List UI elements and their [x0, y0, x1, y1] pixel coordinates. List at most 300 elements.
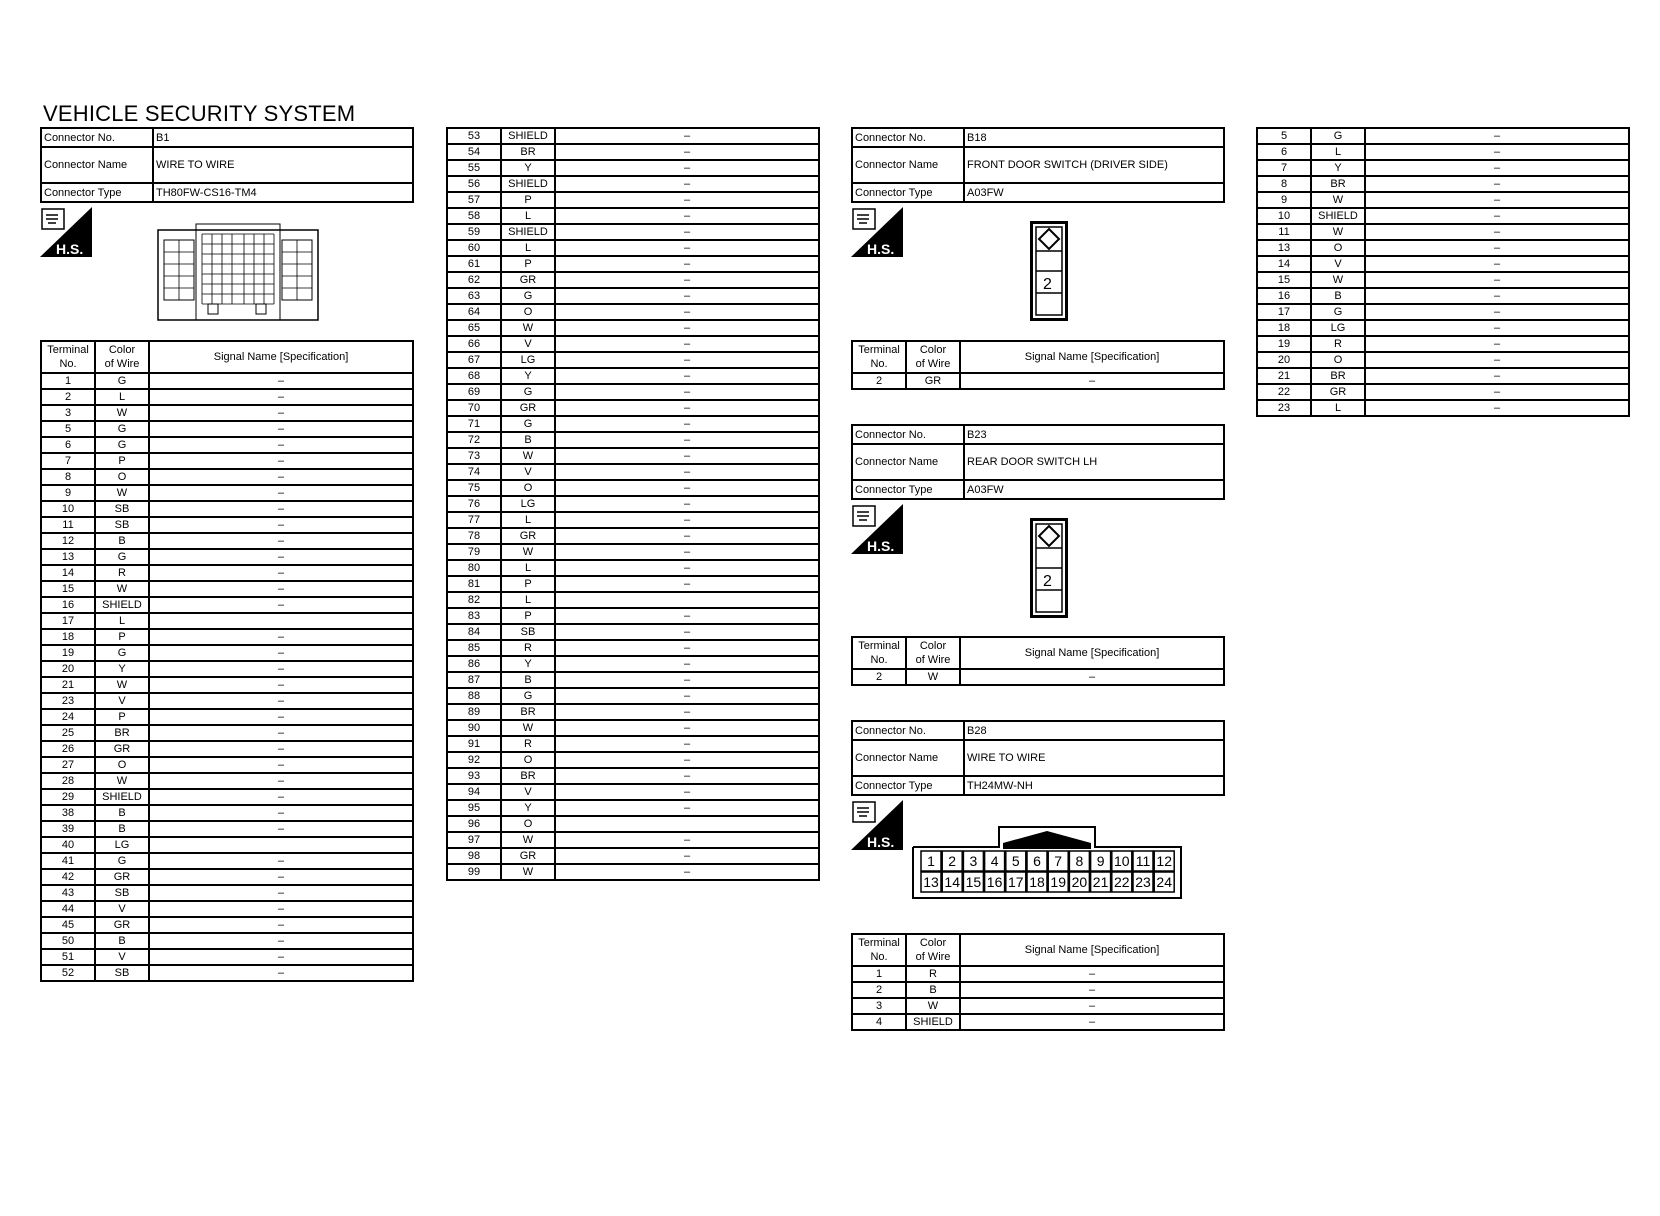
signal-name-cell: – [149, 949, 413, 965]
wire-color-cell: P [501, 608, 555, 624]
wire-color-cell: O [1311, 240, 1365, 256]
wire-color-cell: G [95, 421, 149, 437]
wire-color-cell: GR [1311, 384, 1365, 400]
terminal-no-cell: 98 [447, 848, 501, 864]
signal-name-cell [149, 837, 413, 853]
pin-label: 2 [1043, 573, 1052, 590]
b28-pin-grid [921, 851, 1174, 892]
wire-color-cell: SHIELD [501, 128, 555, 144]
terminal-no-cell: 67 [447, 352, 501, 368]
b28-info-table [851, 720, 1225, 796]
table-row [41, 645, 413, 661]
table-row [41, 517, 413, 533]
table-row [447, 224, 819, 240]
signal-name-cell: – [555, 256, 819, 272]
terminal-no-cell: 14 [1257, 256, 1311, 272]
signal-name-cell: – [555, 144, 819, 160]
table-row [1257, 256, 1629, 272]
signal-name-cell: – [1365, 352, 1629, 368]
wire-color-cell: GR [501, 848, 555, 864]
terminal-no-cell: 20 [1257, 352, 1311, 368]
terminal-no-cell: 60 [447, 240, 501, 256]
terminal-no-cell: 2 [852, 373, 906, 389]
signal-name-cell: – [555, 624, 819, 640]
wire-color-cell: W [501, 448, 555, 464]
signal-name-cell [555, 592, 819, 608]
signal-name-cell: – [960, 982, 1224, 998]
wire-color-cell: LG [1311, 320, 1365, 336]
signal-name-cell: – [149, 517, 413, 533]
connector-no-value: B18 [964, 128, 1224, 147]
terminal-no-cell: 99 [447, 864, 501, 880]
connector-name-value: REAR DOOR SWITCH LH [964, 444, 1224, 480]
wire-color-cell: O [501, 304, 555, 320]
signal-name-cell: – [149, 901, 413, 917]
terminal-no-cell: 18 [41, 629, 95, 645]
wire-color-cell: W [501, 320, 555, 336]
signal-name-cell: – [555, 512, 819, 528]
signal-name-cell: – [149, 373, 413, 389]
wire-color-cell: B [906, 982, 960, 998]
pin-number: 23 [1135, 874, 1151, 890]
table-row [41, 581, 413, 597]
wire-color-cell: R [1311, 336, 1365, 352]
terminal-no-cell: 25 [41, 725, 95, 741]
connector-name-value: WIRE TO WIRE [964, 740, 1224, 776]
table-row [1257, 400, 1629, 416]
wire-color-cell: L [501, 560, 555, 576]
b18-info-table [851, 127, 1225, 203]
signal-name-cell: – [555, 688, 819, 704]
table-row [41, 869, 413, 885]
signal-name-cell: – [1365, 192, 1629, 208]
table-row [41, 565, 413, 581]
wire-color-cell: W [501, 720, 555, 736]
terminal-no-cell: 72 [447, 432, 501, 448]
terminal-no-cell: 74 [447, 464, 501, 480]
signal-name-cell: – [1365, 272, 1629, 288]
table-row [447, 816, 819, 832]
table-row [447, 800, 819, 816]
table-row [1257, 128, 1629, 144]
terminal-no-cell: 61 [447, 256, 501, 272]
table-row [41, 629, 413, 645]
wire-color-header: Color of Wire [906, 341, 960, 373]
signal-name-cell: – [555, 384, 819, 400]
wire-color-cell: SB [501, 624, 555, 640]
terminal-no-cell: 38 [41, 805, 95, 821]
terminal-no-cell: 66 [447, 336, 501, 352]
table-row [41, 437, 413, 453]
pin-number: 5 [1011, 853, 1020, 869]
terminal-no-cell: 70 [447, 400, 501, 416]
hs-label: H.S. [56, 241, 84, 257]
signal-name-cell: – [149, 933, 413, 949]
wire-color-cell: GR [501, 528, 555, 544]
signal-name-cell: – [1365, 336, 1629, 352]
terminal-no-cell: 87 [447, 672, 501, 688]
wire-color-cell: Y [501, 160, 555, 176]
signal-name-cell: – [555, 768, 819, 784]
terminal-no-cell: 3 [852, 998, 906, 1014]
hs-label: H.S. [867, 538, 895, 554]
signal-name-cell: – [555, 160, 819, 176]
harness-side-icon [851, 207, 901, 257]
terminal-no-cell: 23 [41, 693, 95, 709]
wire-color-cell: SHIELD [1311, 208, 1365, 224]
signal-name-cell: – [1365, 384, 1629, 400]
wire-color-cell: W [906, 998, 960, 1014]
pin-number: 21 [1092, 874, 1109, 890]
terminal-no-cell: 7 [1257, 160, 1311, 176]
terminal-no-cell: 50 [41, 933, 95, 949]
terminal-no-cell: 90 [447, 720, 501, 736]
table-row [447, 512, 819, 528]
terminal-no-cell: 29 [41, 789, 95, 805]
b1-section [40, 127, 414, 203]
wire-color-cell: V [95, 693, 149, 709]
b18-terminal-rows [852, 373, 1224, 389]
terminal-no-cell: 22 [1257, 384, 1311, 400]
wire-color-cell: B [95, 821, 149, 837]
terminal-no-cell: 79 [447, 544, 501, 560]
table-row [447, 176, 819, 192]
pin-number: 9 [1096, 853, 1105, 869]
connector-name-label: Connector Name [852, 444, 964, 480]
connector-no-value: B23 [964, 425, 1224, 444]
signal-name-header: Signal Name [Specification] [960, 637, 1224, 669]
wire-color-header: Color of Wire [906, 637, 960, 669]
terminal-no-cell: 16 [1257, 288, 1311, 304]
pin-number: 14 [944, 874, 960, 890]
table-row [41, 789, 413, 805]
wire-color-cell: B [501, 432, 555, 448]
terminal-no-cell: 23 [1257, 400, 1311, 416]
signal-name-cell: – [149, 469, 413, 485]
table-row [447, 528, 819, 544]
terminal-no-cell: 8 [1257, 176, 1311, 192]
signal-name-cell: – [149, 677, 413, 693]
signal-name-cell: – [149, 421, 413, 437]
wire-color-cell: B [95, 533, 149, 549]
signal-name-cell: – [555, 400, 819, 416]
terminal-no-cell: 68 [447, 368, 501, 384]
wire-color-cell: BR [501, 768, 555, 784]
terminal-no-cell: 13 [41, 549, 95, 565]
table-row [41, 549, 413, 565]
wire-color-cell: R [906, 966, 960, 982]
table-row [1257, 160, 1629, 176]
wire-color-cell: G [95, 645, 149, 661]
wire-color-cell: G [501, 288, 555, 304]
table-row [447, 752, 819, 768]
signal-name-cell: – [149, 757, 413, 773]
wire-color-cell: O [501, 816, 555, 832]
table-row [447, 128, 819, 144]
b28-terminal-section-2 [1256, 127, 1630, 417]
terminal-no-cell: 84 [447, 624, 501, 640]
terminal-no-cell: 1 [852, 966, 906, 982]
pin-number: 3 [969, 853, 978, 869]
table-row [447, 352, 819, 368]
table-row [447, 544, 819, 560]
connector-type-label: Connector Type [852, 480, 964, 499]
terminal-no-cell: 69 [447, 384, 501, 400]
table-row [447, 608, 819, 624]
terminal-no-cell: 1 [41, 373, 95, 389]
terminal-no-cell: 44 [41, 901, 95, 917]
terminal-no-cell: 59 [447, 224, 501, 240]
signal-name-cell: – [149, 773, 413, 789]
b1-info-table [40, 127, 414, 203]
terminal-no-cell: 52 [41, 965, 95, 981]
wire-color-cell: B [95, 805, 149, 821]
signal-name-cell: – [1365, 224, 1629, 240]
terminal-no-cell: 28 [41, 773, 95, 789]
signal-name-cell: – [149, 389, 413, 405]
wire-color-cell: B [1311, 288, 1365, 304]
table-row [447, 368, 819, 384]
hs-label: H.S. [867, 241, 895, 257]
terminal-no-cell: 41 [41, 853, 95, 869]
wire-color-cell: P [501, 192, 555, 208]
b18-terminal-section [851, 340, 1225, 390]
table-row [1257, 368, 1629, 384]
signal-name-cell: – [555, 560, 819, 576]
table-row [447, 144, 819, 160]
wire-color-cell: BR [1311, 368, 1365, 384]
table-row [41, 533, 413, 549]
table-row [41, 405, 413, 421]
b1-connector-diagram [156, 222, 320, 327]
wire-color-cell: SHIELD [501, 224, 555, 240]
wire-color-cell: BR [501, 144, 555, 160]
signal-name-cell: – [149, 661, 413, 677]
table-row [1257, 384, 1629, 400]
table-row [447, 464, 819, 480]
terminal-no-cell: 71 [447, 416, 501, 432]
wire-color-cell: W [95, 581, 149, 597]
signal-name-cell: – [1365, 240, 1629, 256]
terminal-no-cell: 21 [41, 677, 95, 693]
signal-name-cell: – [555, 528, 819, 544]
pin-number: 4 [990, 853, 999, 869]
signal-name-cell [149, 613, 413, 629]
terminal-no-cell: 15 [41, 581, 95, 597]
b1-terminal-section-2 [446, 127, 820, 881]
wire-color-cell: R [95, 565, 149, 581]
signal-name-cell: – [555, 848, 819, 864]
signal-name-cell: – [149, 565, 413, 581]
wire-color-cell: P [501, 256, 555, 272]
table-row [447, 480, 819, 496]
b23-section [851, 424, 1225, 500]
table-row [447, 672, 819, 688]
signal-name-header: Signal Name [Specification] [960, 934, 1224, 966]
table-row [41, 709, 413, 725]
b1-terminal-rows-continued [447, 128, 819, 880]
signal-name-cell: – [149, 709, 413, 725]
terminal-no-cell: 8 [41, 469, 95, 485]
wire-color-cell: SB [95, 965, 149, 981]
wire-color-cell: BR [1311, 176, 1365, 192]
table-row [447, 256, 819, 272]
table-row [41, 885, 413, 901]
table-row [447, 784, 819, 800]
b28-section [851, 720, 1225, 796]
connector-type-label: Connector Type [852, 776, 964, 795]
wire-color-cell: V [501, 784, 555, 800]
signal-name-cell: – [555, 864, 819, 880]
wire-color-cell: G [1311, 304, 1365, 320]
wire-color-cell: GR [501, 272, 555, 288]
wire-color-cell: G [1311, 128, 1365, 144]
wire-color-cell: O [501, 480, 555, 496]
terminal-no-cell: 89 [447, 704, 501, 720]
signal-name-cell: – [555, 368, 819, 384]
wire-color-cell: L [501, 512, 555, 528]
terminal-no-cell: 6 [1257, 144, 1311, 160]
harness-side-icon [851, 800, 901, 850]
b28-terminal-table-continued [1256, 127, 1630, 417]
terminal-no-cell: 65 [447, 320, 501, 336]
terminal-no-header: Terminal No. [852, 934, 906, 966]
terminal-no-cell: 39 [41, 821, 95, 837]
terminal-no-cell: 11 [1257, 224, 1311, 240]
wire-color-cell: GR [95, 869, 149, 885]
connector-type-label: Connector Type [41, 183, 153, 202]
signal-name-cell: – [149, 453, 413, 469]
wire-color-cell: SB [95, 517, 149, 533]
signal-name-cell: – [555, 432, 819, 448]
terminal-no-cell: 27 [41, 757, 95, 773]
wire-color-cell: Y [95, 661, 149, 677]
wire-color-cell: V [1311, 256, 1365, 272]
table-row [41, 421, 413, 437]
page-title: VEHICLE SECURITY SYSTEM [43, 101, 356, 126]
terminal-no-cell: 83 [447, 608, 501, 624]
terminal-no-cell: 51 [41, 949, 95, 965]
terminal-no-cell: 10 [41, 501, 95, 517]
wire-color-cell: SHIELD [906, 1014, 960, 1030]
table-row [447, 640, 819, 656]
table-row [447, 240, 819, 256]
terminal-no-cell: 26 [41, 741, 95, 757]
table-row [41, 597, 413, 613]
signal-name-cell: – [555, 288, 819, 304]
harness-side-icon [40, 207, 90, 257]
wire-color-cell: B [501, 672, 555, 688]
b23-terminal-table [851, 636, 1225, 686]
pin-number: 17 [1008, 874, 1024, 890]
signal-name-cell: – [149, 597, 413, 613]
signal-name-cell: – [960, 373, 1224, 389]
wire-color-cell: G [501, 416, 555, 432]
b18-connector-diagram [1030, 221, 1068, 326]
terminal-no-cell: 55 [447, 160, 501, 176]
signal-name-cell: – [555, 416, 819, 432]
terminal-no-cell: 14 [41, 565, 95, 581]
table-row [852, 998, 1224, 1014]
terminal-no-cell: 76 [447, 496, 501, 512]
signal-name-cell: – [555, 576, 819, 592]
terminal-no-cell: 80 [447, 560, 501, 576]
pin-number: 13 [923, 874, 939, 890]
wire-color-header: Color of Wire [95, 341, 149, 373]
wire-color-cell: SB [95, 885, 149, 901]
wire-color-cell: Y [1311, 160, 1365, 176]
table-row [447, 208, 819, 224]
table-row [447, 432, 819, 448]
table-row [1257, 240, 1629, 256]
table-row [447, 848, 819, 864]
signal-name-cell: – [555, 336, 819, 352]
signal-name-cell: – [149, 437, 413, 453]
b28-terminal-section [851, 933, 1225, 1031]
terminal-no-cell: 93 [447, 768, 501, 784]
signal-name-cell: – [555, 656, 819, 672]
terminal-no-cell: 73 [447, 448, 501, 464]
terminal-no-cell: 6 [41, 437, 95, 453]
pin-number: 18 [1029, 874, 1045, 890]
table-row [447, 688, 819, 704]
table-row [41, 373, 413, 389]
signal-name-cell: – [555, 832, 819, 848]
wire-color-cell: P [95, 629, 149, 645]
connector-no-label: Connector No. [41, 128, 153, 147]
signal-name-cell: – [960, 966, 1224, 982]
table-row [447, 576, 819, 592]
terminal-no-cell: 64 [447, 304, 501, 320]
signal-name-cell: – [960, 998, 1224, 1014]
b23-terminal-section [851, 636, 1225, 686]
table-row [1257, 304, 1629, 320]
connector-name-label: Connector Name [852, 147, 964, 183]
signal-name-cell: – [149, 965, 413, 981]
table-row [1257, 208, 1629, 224]
wire-color-cell: O [95, 757, 149, 773]
terminal-no-cell: 18 [1257, 320, 1311, 336]
signal-name-cell: – [555, 720, 819, 736]
wire-color-cell: R [501, 736, 555, 752]
table-row [1257, 320, 1629, 336]
table-row [447, 864, 819, 880]
connector-no-value: B28 [964, 721, 1224, 740]
wire-color-cell: W [95, 773, 149, 789]
terminal-no-cell: 58 [447, 208, 501, 224]
terminal-no-cell: 96 [447, 816, 501, 832]
signal-name-cell: – [149, 501, 413, 517]
terminal-no-cell: 53 [447, 128, 501, 144]
table-row [447, 448, 819, 464]
table-row [41, 805, 413, 821]
connector-type-value: TH80FW-CS16-TM4 [153, 183, 413, 202]
signal-name-cell: – [1365, 176, 1629, 192]
wire-color-cell: SHIELD [95, 597, 149, 613]
table-row [1257, 352, 1629, 368]
signal-name-cell: – [555, 800, 819, 816]
table-row [41, 469, 413, 485]
wire-color-cell: O [1311, 352, 1365, 368]
terminal-no-cell: 21 [1257, 368, 1311, 384]
signal-name-cell: – [555, 784, 819, 800]
signal-name-cell: – [555, 672, 819, 688]
wire-color-cell: P [95, 453, 149, 469]
table-row [447, 400, 819, 416]
signal-name-cell: – [1365, 368, 1629, 384]
b23-terminal-rows [852, 669, 1224, 685]
table-row [852, 669, 1224, 685]
